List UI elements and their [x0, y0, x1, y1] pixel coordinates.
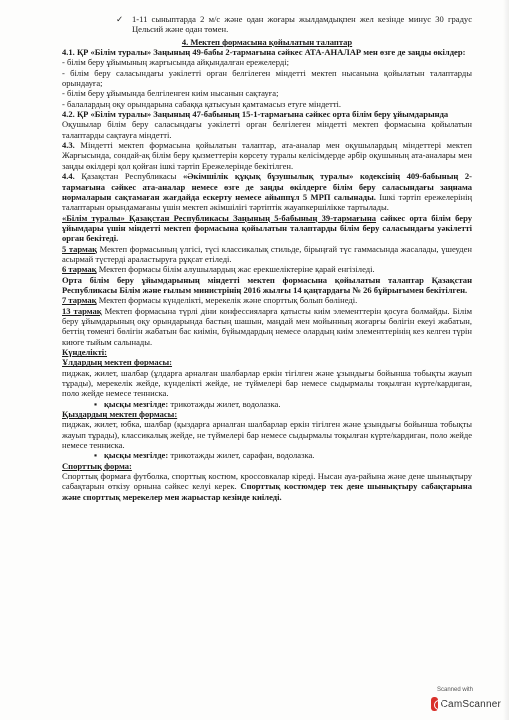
daily-uniform-label: Күнделікті: — [62, 347, 108, 357]
boys-uniform-label: Ұлдардың мектеп формасы: — [62, 357, 173, 368]
boys-winter-label: қысқы мезгілде: — [104, 398, 169, 409]
girls-winter-text: трикотажды жилет, сарафан, водолазка. — [170, 450, 315, 461]
clause-4-1-item: - білім беру ұйымында белгіленген киім нысанын сақтауға; — [62, 88, 279, 99]
clause-4-3-label: 4.3. — [62, 140, 75, 151]
clause-4-4-bold: «Әкімшілік құқық бұзушылық туралы» кодексінің 409-бабының 2-тармағына сәйкес ата-аналар немесе өзге де заңды өкілдерге білім беру саласындағы заңнама нормаларын сақтамаған жағдайда ескерту немесе айыппұл 5 МРП салынады. — [62, 171, 472, 202]
clause-4-1-item: - білім беру саласындағы уәкілетті орган белгілеген міндетті мектеп нысанына қойылатын талаптарды орындауға; — [62, 67, 472, 89]
item-5 — [62, 244, 472, 265]
boys-uniform-text: пиджак, жилет, шалбар (ұлдарға арналған шалбарлар еркін тігілген және ұзындығы бойынша тобықты жауып тұрады), мерекелік жейде, күнделікті жейде, не түймелері бар немесе сыдырмалы тоқылған күрте/кардиган, поло жейде немесе тенниска. — [62, 367, 472, 399]
sport-uniform-text — [62, 471, 472, 502]
sport-uniform-normal: Спорттық формаға футболка, спорттық костюм, кроссовкалар кіреді. Нысан ауа-райына және дене шынықтыру сабақтарын өткізу орнына сәйкес келуі керек. — [62, 471, 472, 492]
item-13-text: Мектеп формасына түрлі діни конфессияларға қатысты киім элементтерін қосуға болмайды. Білім беру ұйымдарының оқу орындарында бастың шашын, маңдай мен мойынның жоғарғы бөлігін екеуі жабатын, беттің төменгі бөлігін жабатын бас киімін, бүйымдардың немесе олардың киім элементтерінің кез келген түрін киюге тыйым салынады. — [62, 305, 472, 347]
clause-4-1-title: 4.1. ҚР «Білім туралы» Заңының 49-бабы 2-тармағына сәйкес АТА-АНАЛАР мен өзге де заңды өкілдер: — [62, 47, 466, 58]
item-7-label: 7 тармақ — [62, 295, 97, 306]
item-7 — [62, 295, 472, 305]
camscanner-brand: CamScanner — [440, 698, 501, 710]
camscanner-stamp — [427, 694, 501, 714]
sport-uniform-bold: Спорттық костюмдер тек дене шынықтыру сабақтарына және спорттық мерекелер мен жарыстар кезінде киіледі. — [62, 481, 473, 502]
clause-4-2-title: 4.2. ҚР «Білім туралы» Заңының 47-бабының 15-1-тармағына сәйкес орта білім беру ұйымдарында — [62, 109, 449, 120]
item-6-text: Мектеп формасы білім алушылардың жас ерекшеліктеріне қарай енгізіледі. — [98, 264, 375, 275]
law-reference-bold: сәйкес орта білім беру ұйымдары үшін міндетті мектеп формасына қойылатын талаптарды білім беру саласындағы уәкілетті орган бекітеді. — [62, 212, 472, 244]
clause-4-3 — [62, 140, 472, 171]
clause-4-2-text: Оқушылар білім беру саласындағы уәкілетті орган белгілеген міндетті мектеп формасына қойылатын талаптарды сақтауға міндетті. — [62, 119, 472, 140]
weather-rule-item — [62, 14, 472, 35]
girls-uniform-label: Қыздардың мектеп формасы: — [62, 409, 178, 420]
square-bullet-icon: ▪ — [94, 398, 98, 409]
weather-rule-text: 1-11 сыныптарда 2 м/с және одан жоғары жылдамдықпен жел кезінде минус 30 градус Цельсий және одан төмен. — [132, 14, 472, 35]
girls-winter-label: қысқы мезгілде: — [104, 450, 169, 461]
document-body — [62, 14, 472, 502]
clause-4-1-item: - білім беру ұйымының жарғысында айқындалған ережелерді; — [62, 57, 289, 68]
clause-4-4-text: Қазақстан Республикасы — [81, 171, 177, 182]
clause-4-3-text: Міндетті мектеп формасына қойылатын талаптар, ата-аналар мен оқушылардың міндеттері мектеп Жарғысында, сондай-ақ білім беру қызметтерін көрсету туралы келісімдерде әрбір оқушының ата-аналары мен заңды өкілдері қол қойған ішкі тәртіп Ережелерінде бекітілген. — [62, 140, 473, 171]
item-7-text: Мектеп формасы күнделікті, мерекелік және спорттық болып бөлінеді. — [98, 295, 358, 306]
item-5-label: 5 тармақ — [62, 243, 98, 254]
ministry-order-text: Орта білім беру ұйымдарының міндетті мектеп формасына қойылатын талаптар Қазақстан Республикасы Білім және ғылым министрінің 2016 жылғы 14 қаңтардағы № 26 бұйрығымен бекітілген. — [62, 274, 472, 295]
item-6-label: 6 тармақ — [62, 264, 97, 275]
sport-uniform-label: Спорттық форма: — [62, 460, 132, 471]
scanned-with-label: Scanned with — [437, 687, 474, 693]
girls-winter-item — [62, 450, 472, 460]
item-6 — [62, 264, 472, 274]
clause-4-4-tail: Ішкі тәртіп ережелерінің талаптарын орындамағаны үшін мектеп әкімшілігі тәртіптік жауапкершілікке тартылады. — [62, 191, 473, 213]
boys-winter-item — [62, 399, 472, 409]
item-13 — [62, 306, 472, 347]
law-reference-underline: «Білім туралы» Қазақстан Республикасы Заңының 5-бабының 39-тармағына — [62, 212, 377, 223]
clause-4-1-item: - балалардың оқу орындарына сабаққа қатысуын қамтамасыз етуге міндетті. — [62, 98, 342, 109]
page-edge-shadow — [503, 0, 509, 720]
girls-uniform-text: пиджак, жилет, юбка, шалбар (қыздарға арналған шалбарлар еркін тігілген және ұзындығы бойынша тобықты жауып тұрады), классикалық жейде, не түймелері бар немесе сыдырмалы тоқылған күрте/кардиган, поло жейде немесе тенниска. — [62, 419, 472, 451]
boys-winter-text: трикотажды жилет, водолазка. — [170, 398, 281, 409]
checkmark-icon: ✓ — [116, 14, 124, 24]
square-bullet-icon: ▪ — [94, 450, 98, 461]
item-5-text: Мектеп формасының үлгісі, түсі классикалық стильде, бірыңғай түс гаммасында жасалады, үшеуден асырмай түстерді араластыруға рұқсат етіледі. — [62, 243, 473, 264]
clause-4-4-label: 4.4. — [62, 171, 75, 182]
clause-law-reference — [62, 213, 472, 244]
section-heading: 4. Мектеп формасына қойылатын талаптар — [181, 36, 353, 47]
clause-4-4 — [62, 171, 472, 212]
item-13-label: 13 тармақ — [62, 305, 102, 316]
camscanner-logo-icon — [431, 697, 438, 711]
